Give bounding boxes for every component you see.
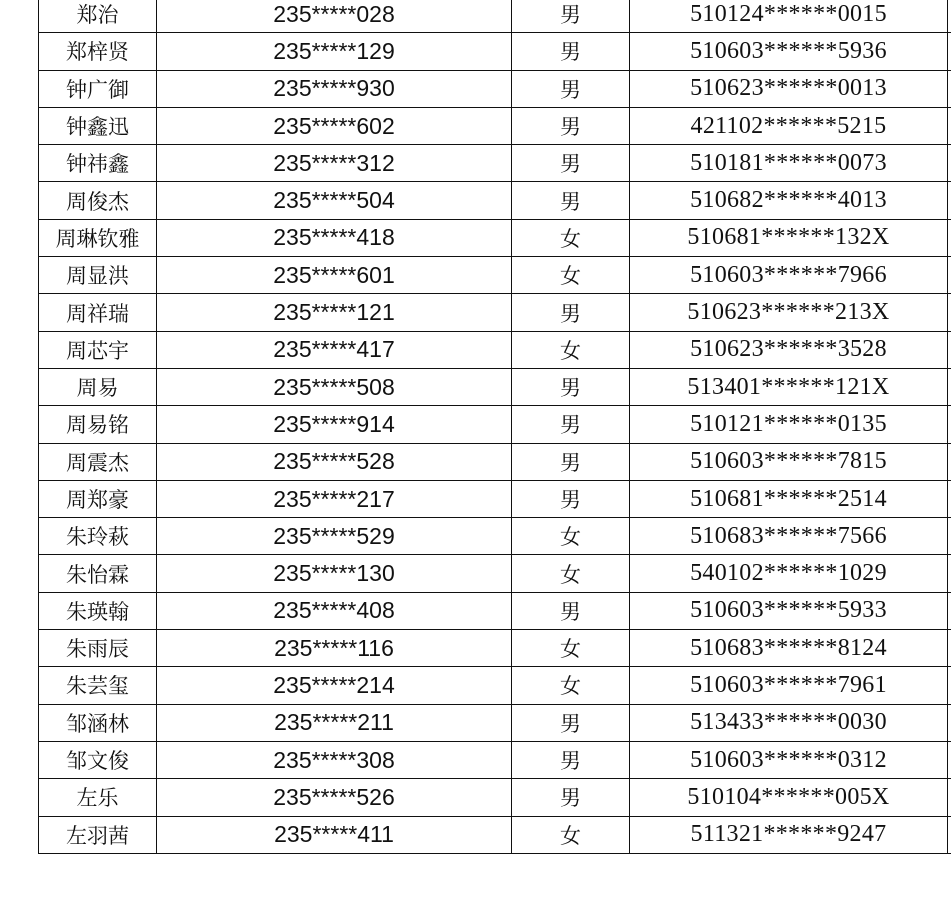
name-cell: 周祥瑞	[39, 294, 157, 331]
id-number-cell: 510181******0073	[630, 145, 948, 182]
table-row	[39, 257, 951, 294]
student-id-cell: 235*****217	[157, 480, 512, 517]
trailing-cell	[948, 331, 951, 368]
name-cell: 邹文俊	[39, 741, 157, 778]
id-number-cell: 421102******5215	[630, 107, 948, 144]
table-row	[39, 667, 951, 704]
name-cell: 周俊杰	[39, 182, 157, 219]
table-row	[39, 145, 951, 182]
gender-cell: 女	[512, 555, 630, 592]
table-row	[39, 630, 951, 667]
gender-cell: 女	[512, 331, 630, 368]
name-cell: 周芯宇	[39, 331, 157, 368]
student-id-cell: 235*****914	[157, 406, 512, 443]
name-cell: 邹涵林	[39, 704, 157, 741]
student-roster-table	[38, 0, 951, 854]
name-cell: 周琳钦雅	[39, 219, 157, 256]
id-number-cell: 510603******7815	[630, 443, 948, 480]
name-cell: 周显洪	[39, 257, 157, 294]
id-number-cell: 510121******0135	[630, 406, 948, 443]
id-number-cell: 513433******0030	[630, 704, 948, 741]
id-number-cell: 510124******0015	[630, 0, 948, 33]
id-number-cell: 510683******7566	[630, 518, 948, 555]
student-id-cell: 235*****308	[157, 741, 512, 778]
id-number-cell: 510683******8124	[630, 630, 948, 667]
table-row	[39, 33, 951, 70]
gender-cell: 女	[512, 518, 630, 555]
table-row	[39, 406, 951, 443]
id-number-cell: 513401******121X	[630, 368, 948, 405]
gender-cell: 男	[512, 182, 630, 219]
table-row	[39, 741, 951, 778]
trailing-cell	[948, 555, 951, 592]
id-number-cell: 510682******4013	[630, 182, 948, 219]
id-number-cell: 540102******1029	[630, 555, 948, 592]
table-row	[39, 555, 951, 592]
trailing-cell	[948, 219, 951, 256]
table-row	[39, 443, 951, 480]
gender-cell: 男	[512, 592, 630, 629]
table-row	[39, 219, 951, 256]
table-row	[39, 816, 951, 853]
trailing-cell	[948, 741, 951, 778]
gender-cell: 男	[512, 107, 630, 144]
name-cell: 郑治	[39, 0, 157, 33]
trailing-cell	[948, 592, 951, 629]
student-id-cell: 235*****508	[157, 368, 512, 405]
name-cell: 周易	[39, 368, 157, 405]
table-row	[39, 518, 951, 555]
trailing-cell	[948, 0, 951, 33]
student-id-cell: 235*****121	[157, 294, 512, 331]
name-cell: 朱怡霖	[39, 555, 157, 592]
id-number-cell: 510603******0312	[630, 741, 948, 778]
trailing-cell	[948, 107, 951, 144]
trailing-cell	[948, 33, 951, 70]
trailing-cell	[948, 182, 951, 219]
student-id-cell: 235*****418	[157, 219, 512, 256]
id-number-cell: 510104******005X	[630, 779, 948, 816]
id-number-cell: 510603******5933	[630, 592, 948, 629]
name-cell: 周震杰	[39, 443, 157, 480]
gender-cell: 男	[512, 480, 630, 517]
table-row	[39, 182, 951, 219]
name-cell: 朱芸玺	[39, 667, 157, 704]
id-number-cell: 510603******7961	[630, 667, 948, 704]
gender-cell: 女	[512, 816, 630, 853]
name-cell: 钟祎鑫	[39, 145, 157, 182]
student-id-cell: 235*****130	[157, 555, 512, 592]
trailing-cell	[948, 70, 951, 107]
student-id-cell: 235*****930	[157, 70, 512, 107]
id-number-cell: 510681******2514	[630, 480, 948, 517]
trailing-cell	[948, 816, 951, 853]
gender-cell: 男	[512, 70, 630, 107]
id-number-cell: 510623******0013	[630, 70, 948, 107]
gender-cell: 女	[512, 257, 630, 294]
student-id-cell: 235*****411	[157, 816, 512, 853]
student-id-cell: 235*****526	[157, 779, 512, 816]
gender-cell: 男	[512, 406, 630, 443]
gender-cell: 女	[512, 219, 630, 256]
student-id-cell: 235*****529	[157, 518, 512, 555]
roster-body	[39, 0, 951, 853]
gender-cell: 男	[512, 145, 630, 182]
table-row	[39, 704, 951, 741]
table-row	[39, 331, 951, 368]
table-row	[39, 0, 951, 33]
student-id-cell: 235*****116	[157, 630, 512, 667]
name-cell: 钟广御	[39, 70, 157, 107]
name-cell: 钟鑫迅	[39, 107, 157, 144]
id-number-cell: 510603******5936	[630, 33, 948, 70]
student-id-cell: 235*****129	[157, 33, 512, 70]
student-id-cell: 235*****312	[157, 145, 512, 182]
student-id-cell: 235*****408	[157, 592, 512, 629]
id-number-cell: 511321******9247	[630, 816, 948, 853]
gender-cell: 男	[512, 368, 630, 405]
student-id-cell: 235*****528	[157, 443, 512, 480]
name-cell: 周郑豪	[39, 480, 157, 517]
id-number-cell: 510623******3528	[630, 331, 948, 368]
name-cell: 朱雨辰	[39, 630, 157, 667]
student-id-cell: 235*****601	[157, 257, 512, 294]
trailing-cell	[948, 145, 951, 182]
id-number-cell: 510603******7966	[630, 257, 948, 294]
table-row	[39, 294, 951, 331]
gender-cell: 男	[512, 294, 630, 331]
trailing-cell	[948, 443, 951, 480]
trailing-cell	[948, 704, 951, 741]
name-cell: 周易铭	[39, 406, 157, 443]
name-cell: 左乐	[39, 779, 157, 816]
gender-cell: 女	[512, 630, 630, 667]
student-id-cell: 235*****504	[157, 182, 512, 219]
trailing-cell	[948, 406, 951, 443]
table-row	[39, 107, 951, 144]
gender-cell: 男	[512, 704, 630, 741]
table-row	[39, 592, 951, 629]
trailing-cell	[948, 294, 951, 331]
gender-cell: 男	[512, 443, 630, 480]
gender-cell: 男	[512, 741, 630, 778]
id-number-cell: 510681******132X	[630, 219, 948, 256]
trailing-cell	[948, 368, 951, 405]
student-id-cell: 235*****214	[157, 667, 512, 704]
table-row	[39, 779, 951, 816]
trailing-cell	[948, 518, 951, 555]
gender-cell: 女	[512, 667, 630, 704]
name-cell: 郑梓贤	[39, 33, 157, 70]
table-row	[39, 480, 951, 517]
trailing-cell	[948, 480, 951, 517]
table-row	[39, 368, 951, 405]
gender-cell: 男	[512, 779, 630, 816]
trailing-cell	[948, 630, 951, 667]
trailing-cell	[948, 257, 951, 294]
student-id-cell: 235*****417	[157, 331, 512, 368]
name-cell: 左羽茜	[39, 816, 157, 853]
gender-cell: 男	[512, 33, 630, 70]
gender-cell: 男	[512, 0, 630, 33]
id-number-cell: 510623******213X	[630, 294, 948, 331]
table-row	[39, 70, 951, 107]
student-id-cell: 235*****028	[157, 0, 512, 33]
trailing-cell	[948, 667, 951, 704]
trailing-cell	[948, 779, 951, 816]
name-cell: 朱瑛翰	[39, 592, 157, 629]
student-id-cell: 235*****602	[157, 107, 512, 144]
name-cell: 朱玲萩	[39, 518, 157, 555]
student-id-cell: 235*****211	[157, 704, 512, 741]
